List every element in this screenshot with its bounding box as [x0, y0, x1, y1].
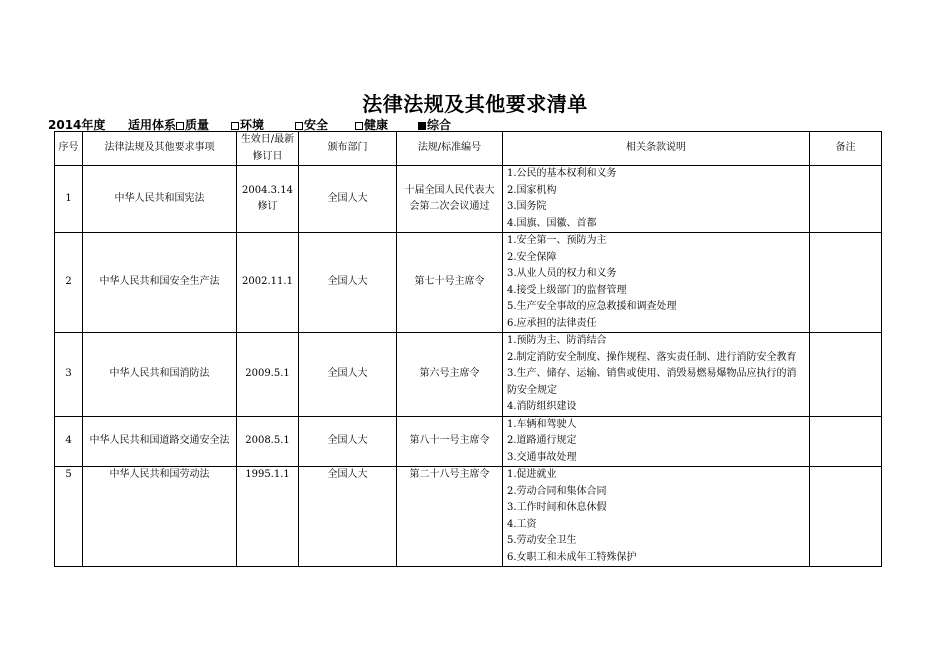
table-row: [55, 467, 882, 567]
clause-item: 1.预防为主、防消结合: [507, 335, 607, 346]
system-label: 适用体系: [128, 118, 177, 132]
clause-item: 1.安全第一、预防为主: [507, 235, 607, 246]
clause-item: 2.道路通行规定: [507, 435, 577, 446]
clause-item: 3.从业人员的权力和义务: [507, 268, 617, 279]
clause-item: 3.交通事故处理: [507, 451, 577, 463]
regulation-name: 中华人民共和国道路交通安全法: [83, 416, 237, 467]
option-health[interactable]: 健康: [355, 116, 388, 133]
clause-item: 3.工作时间和休息休假: [507, 502, 607, 513]
option-quality[interactable]: 质量: [176, 116, 209, 133]
remark: [810, 166, 882, 233]
clause-descriptions: [503, 467, 810, 567]
table-header-row: [55, 132, 882, 166]
effective-date: 2004.3.14修订: [237, 166, 299, 233]
clause-item: 6.应承担的法律责任: [507, 317, 597, 329]
issuing-department: 全国人大: [299, 233, 397, 333]
remark: [810, 416, 882, 467]
clause-item: 4.消防组织建设: [507, 401, 577, 412]
option-environment[interactable]: 环境: [231, 116, 264, 133]
clause-item: 2.安全保障: [507, 251, 557, 263]
regulation-code: 十届全国人民代表大会第二次会议通过: [397, 166, 503, 233]
clause-item: 3.国务院: [507, 201, 547, 212]
checkbox-icon: [295, 122, 303, 130]
clause-item: 2.国家机构: [507, 184, 557, 196]
checkbox-icon: [176, 122, 184, 130]
table-row: [55, 166, 882, 233]
clause-descriptions: [503, 233, 810, 333]
regulation-name: 中华人民共和国劳动法: [83, 467, 237, 567]
clause-item: 4.国旗、国徽、首都: [507, 217, 597, 229]
option-comprehensive[interactable]: 综合: [418, 116, 451, 133]
clause-item: 4.接受上级部门的监督管理: [507, 284, 627, 296]
issuing-department: 全国人大: [299, 416, 397, 467]
regulation-code: 第二十八号主席令: [397, 467, 503, 567]
regulations-table: [54, 131, 882, 567]
remark: [810, 467, 882, 567]
table-row: [55, 416, 882, 467]
regulation-name: 中华人民共和国安全生产法: [83, 233, 237, 333]
clause-descriptions: [503, 416, 810, 467]
regulation-code: 第六号主席令: [397, 333, 503, 417]
clause-item: 1.公民的基本权利和义务: [507, 168, 617, 179]
issuing-department: 全国人大: [299, 333, 397, 417]
issuing-department: 全国人大: [299, 166, 397, 233]
table-row: [55, 233, 882, 333]
header-items: 相关条款说明: [503, 132, 810, 166]
effective-date: 2002.11.1: [237, 233, 299, 333]
header-note: 备注: [810, 132, 882, 166]
clause-item: 2.劳动合同和集体合同: [507, 485, 607, 497]
clause-item: 5.生产安全事故的应急救援和调查处理: [507, 301, 677, 312]
clause-item: 6.女职工和未成年工特殊保护: [507, 551, 637, 563]
checkbox-icon: [231, 122, 239, 130]
checkbox-icon: [355, 122, 363, 130]
clause-descriptions: [503, 166, 810, 233]
clause-item: 1.促进就业: [507, 469, 557, 480]
clause-item: 3.生产、储存、运输、销售或使用、消毁易燃易爆物品应执行的消防安全规定: [507, 368, 797, 396]
effective-date: 2009.5.1: [237, 333, 299, 417]
clause-item: 4.工资: [507, 518, 537, 530]
effective-date: 2008.5.1: [237, 416, 299, 467]
document-title: 法律法规及其他要求清单: [362, 92, 588, 116]
header-dept: 颁布部门: [299, 132, 397, 166]
regulation-name: 中华人民共和国宪法: [83, 166, 237, 233]
regulation-name: 中华人民共和国消防法: [83, 333, 237, 417]
clause-item: 5.劳动安全卫生: [507, 535, 577, 546]
remark: [810, 233, 882, 333]
header-code: 法规/标准编号: [397, 132, 503, 166]
clause-descriptions: [503, 333, 810, 417]
effective-date: 1995.1.1: [237, 467, 299, 567]
header-no: 序号: [55, 132, 83, 166]
header-name: 法律法规及其他要求事项: [83, 132, 237, 166]
header-date: 生效日/最新修订日: [237, 132, 299, 166]
table-row: [55, 333, 882, 417]
issuing-department: 全国人大: [299, 467, 397, 567]
row-number: 4: [55, 416, 83, 467]
clause-item: 1.车辆和驾驶人: [507, 418, 577, 430]
row-number: 2: [55, 233, 83, 333]
row-number: 5: [55, 467, 83, 567]
regulation-code: 第七十号主席令: [397, 233, 503, 333]
remark: [810, 333, 882, 417]
regulation-code: 第八十一号主席令: [397, 416, 503, 467]
row-number: 1: [55, 166, 83, 233]
row-number: 3: [55, 333, 83, 417]
year-label: 2014年度: [48, 118, 106, 132]
checkbox-checked-icon: [418, 122, 426, 130]
clause-item: 2.制定消防安全制度、操作规程、落实责任制、进行消防安全教育: [507, 351, 797, 363]
option-safety[interactable]: 安全: [295, 116, 328, 133]
